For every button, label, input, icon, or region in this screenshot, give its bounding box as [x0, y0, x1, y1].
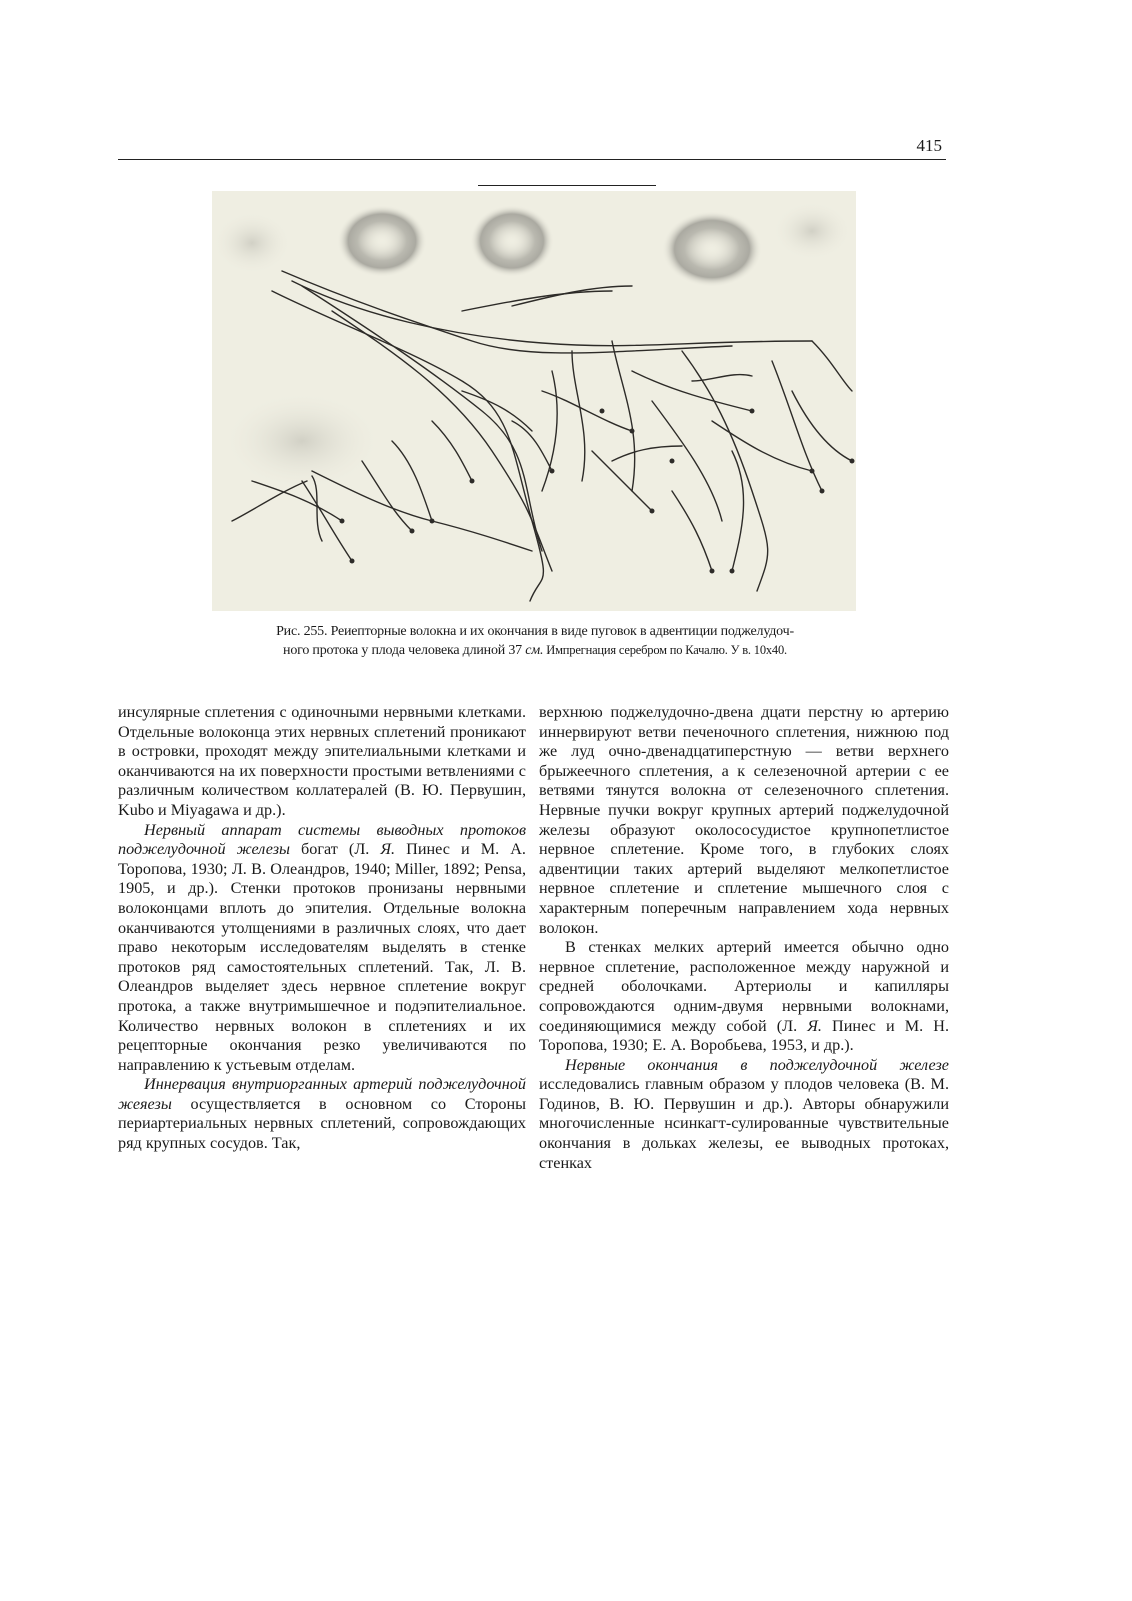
right-paragraph-2-text-a: В стенках мелких артерий имеется обычно одно нервное сплетение, расположенное между наружной и средней оболочками. Артериолы и капилляры сопровождаются одним-двумя нервными волокнами, соединяющимися между собой (Л.: [539, 938, 949, 1035]
section-heading-ducts: Нервный аппарат системы выводных протоков поджелудочной железы: [118, 820, 526, 859]
initial-ya: Я.: [807, 1016, 822, 1035]
caption-line-1: Рис. 255. Реиепторные волокна и их окончания в виде пуговок в адвентиции поджелудоч-: [276, 624, 794, 639]
left-paragraph-3: [118, 1075, 526, 1153]
header-rule: [118, 159, 946, 160]
right-paragraph-3: [539, 1056, 949, 1174]
nerve-fibers-drawing: [212, 191, 856, 611]
right-paragraph-2: [539, 938, 949, 1056]
left-paragraph-2-text-a: богат (Л.: [289, 840, 381, 859]
right-text-column: [539, 703, 949, 1173]
right-paragraph-2-text-b: Пинес и М. Н. Торопова, 1930; Е. А. Воробьева, 1953, и др.).: [539, 1016, 949, 1055]
caption-unit: см.: [525, 643, 544, 658]
right-paragraph-1: верхнюю поджелудочно-двена дцати перстну ю артерию иннервируют ветви печеночного сплетения, нижнюю под же луд очно-двенадцатиперстную — ветви верхнего брыжеечного сплетения, а к селезеночной артерии с ее ветвями тянутся волокна от селезеночного сплетения. Нервные пучки вокруг крупных артерий поджелудочной железы образуют околососудистое крупнопетлистое нервное сплетение. Кроме того, в глубоких слоях адвентиции таких артерий выделяют мелкопетлистое нервное сплетение и сплетение мышечного слоя с характерным поперечным направлением хода нервных волокон.: [539, 703, 949, 937]
figure-top-rule: [478, 185, 656, 186]
caption-line-2: [206, 641, 864, 660]
section-heading-endings: Нервные окончания в поджелудочной железе: [565, 1055, 949, 1074]
section-heading-arteries: Иннервация внутриорганных артерий поджелудочной жеяезы: [118, 1075, 526, 1113]
left-text-column: [118, 703, 526, 1154]
left-paragraph-2: [118, 821, 526, 1076]
figure-caption: [206, 622, 864, 660]
nerve-ending-buttons: [340, 409, 855, 574]
nerve-fibers-illustration: [212, 191, 856, 611]
page-number: 415: [916, 136, 942, 155]
initial-ya: Я.: [380, 840, 396, 859]
left-paragraph-2-text-b: Пинес и М. А. Торопова, 1930; Л. В. Олеандров, 1940; Miller, 1892; Pensa, 1905, и др.). Стенки протоков пронизаны нервными волоконцами вплоть до эпителия. Отдельные волокна оканчиваются утолщениями в различных слоях, что дает право некоторым исследователям выделять в стенке протоков ряд самостоятельных сплетений. Так, Л. В. Олеандров выделяет здесь нервное сплетение вокруг протока, а также внутримышечное и подэпителиальное. Количество нервных волокон в сплетениях и их рецепторные окончания резко увеличиваются по направлению к устьевым отделам.: [118, 840, 526, 1074]
caption-line-2-end: Импрегнация серебром по Качалю. У в. 10x40.: [543, 643, 787, 657]
left-paragraph-3-text: осуществляется в основном со Стороны периартериальных нервных сплетений, сопровождающих ряд крупных сосудов. Так,: [118, 1094, 526, 1153]
right-paragraph-3-text: исследовались главным образом у плодов человека (В. М. Годинов, В. Ю. Первушин и др.). Авторы обнаружили многочисленные нсинкагт-сулированные чувствительные окончания в дольках железы, ее выводных протоках, стенках: [539, 1075, 949, 1172]
caption-line-2-start: ного протока у плода человека длиной 37: [283, 643, 526, 658]
left-paragraph-1: инсулярные сплетения с одиночными нервными клетками. Отдельные волоконца этих нервных сплетений проникают в островки, проходят между эпителиальными клетками и оканчиваются на их поверхности простыми ветвлениями с различным количеством коллатералей (В. Ю. Первушин, Kubo и Miyagawa и др.).: [118, 703, 526, 819]
